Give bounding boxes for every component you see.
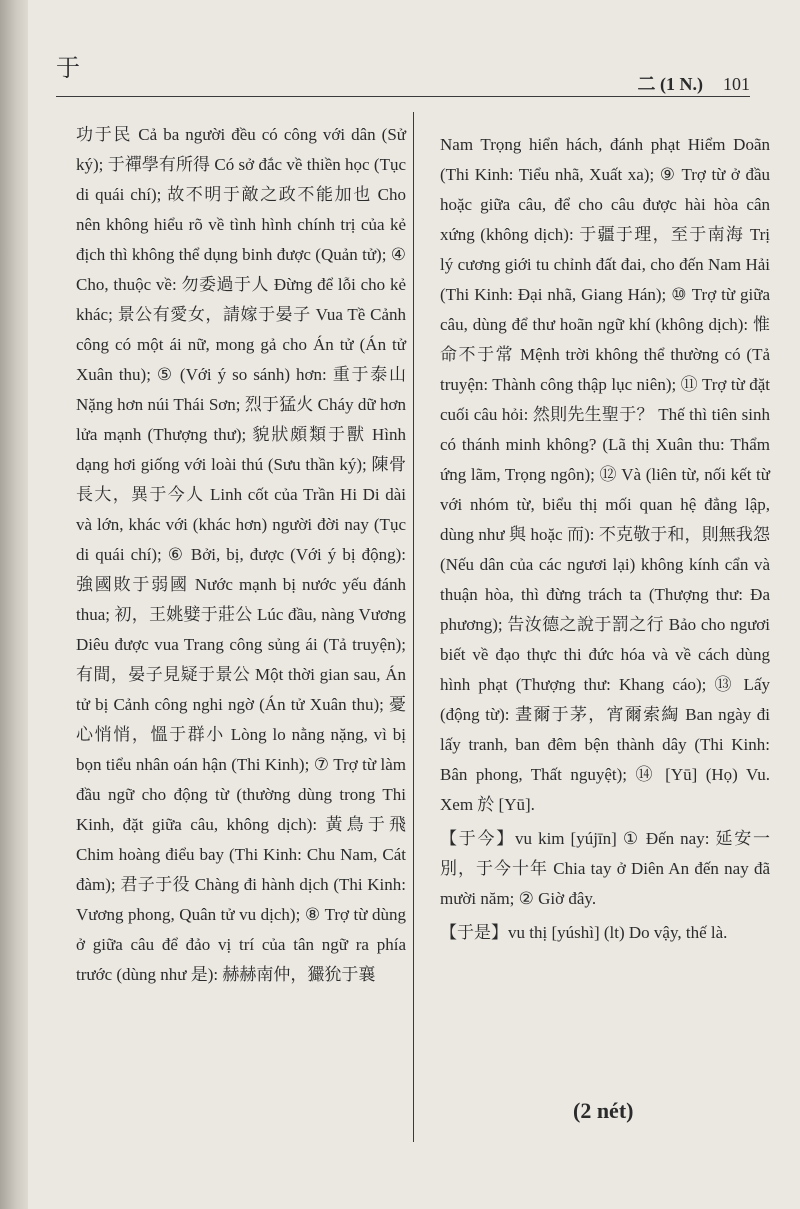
column-divider: [413, 112, 414, 1142]
page-number: 101: [723, 74, 750, 94]
header-rule: [56, 96, 750, 97]
right-column: [440, 130, 770, 948]
entry-vu-kim: 【于今】vu kim [yújīn] ① Đến nay: 延安一別，于今十年 Chia tay ở Diên An đến nay đã mười năm; ② Giờ đây.: [440, 829, 770, 908]
dictionary-page: [28, 0, 800, 1209]
header-head-character: 于: [56, 54, 80, 82]
entry-vu-thi: 【于是】vu thị [yúshì] (lt) Do vậy, thế là.: [440, 923, 728, 942]
book-binding-shadow: [0, 0, 28, 1209]
left-column-text: 功于民 Cả ba người đều có công với dân (Sử ký); 于禪學有所得 Có sở đắc về thiền học (Tục di quái chí); 故不明于敵之政不能加也 Cho nên không hiểu rõ về tình hình chính trị của kẻ địch thì không thể dụng binh được (Quản tử); ④ Cho, thuộc về: 勿委過于人 Đừng để lỗi cho kẻ khác; 景公有愛女，請嫁于晏子 Vua Tề Cảnh công có một ái nữ, mong gả cho Án tử (Án tử Xuân thu); ⑤ (Với ý so sánh) hơn: 重于泰山 Nặng hơn núi Thái Sơn; 烈于猛火 Cháy dữ hơn lửa mạnh (Thượng thư); 貌狀頗類于獸 Hình dạng hơi giống với loài thú (Sưu thần ký); 陳骨長大，異于今人 Linh cốt của Trần Hi Di dài và lớn, khác với (khác hơn) người đời nay (Tục di quái chí); ⑥ Bởi, bị, được (Với ý bị động): 強國敗于弱國 Nước mạnh bị nước yếu đánh thua; 初，王姚嬖于莊公 Lúc đầu, nàng Vương Diêu được vua Trang công sủng ái (Tả truyện); 有間，晏子見疑于景公 Một thời gian sau, Án tử bị Cảnh công nghi ngờ (Án tử Xuân thu); 憂心悄悄，慍于群小 Lòng lo nằng nặng, vì bị bọn tiểu nhân oán hận (Thi Kinh); ⑦ Trợ từ làm đầu ngữ cho động từ (thường dùng trong Thi Kinh, đặt giữa câu, không dịch): 黃鳥于飛 Chim hoàng điểu bay (Thi Kinh: Chu Nam, Cát đàm); 君子于役 Chàng đi hành dịch (Thi Kinh: Vương phong, Quân tử vu dịch); ⑧ Trợ từ dùng ở giữa câu để đảo vị trí của tân ngữ ra phía trước (dùng như 是): 赫赫南仲，玁狁于襄: [76, 125, 406, 984]
right-column-text: Nam Trọng hiển hách, đánh phạt Hiểm Doãn (Thi Kinh: Tiểu nhã, Xuất xa); ⑨ Trợ từ ở đầu hoặc giữa câu, để cho câu được hài hòa cân xứng (không dịch): 于疆于理，至于南海 Trị lý cương giới tu chỉnh đất đai, cho đến Nam Hải (Thi Kinh: Đại nhã, Giang Hán); ⑩ Trợ từ giữa câu, dùng để thư hoãn ngữ khí (không dịch): 惟命不于常 Mệnh trời không thể thường có (Tả truyện: Thành công thập lục niên); ⑪ Trợ từ đặt cuối câu hỏi: 然則先生聖于？ Thế thì tiên sinh có thánh minh không? (Lã thị Xuân thu: Thẩm ứng lãm, Trọng ngôn); ⑫ Và (liên từ, nối kết từ với nhóm từ, biểu thị mối quan hệ đẳng lập, dùng như 與 hoặc 而): 不克敬于和，則無我怨 (Nếu dân của các ngươi lại) không kính cẩn và thuận hòa, thì đừng trách ta (Thượng thư: Đa phương); 告汝德之說于罰之行 Bảo cho ngươi biết về đạo thực thi đức hóa và về cách dùng hình phạt (Thượng thư: Khang cáo); ⑬ Lấy (động từ): 晝爾于茅，宵爾索綯 Ban ngày đi lấy tranh, ban đêm bện thành dây (Thi Kinh: Bân phong, Thất nguyệt); ⑭ [Yū] (Họ) Vu. Xem 於 [Yū].: [440, 135, 770, 814]
header-right: [638, 70, 751, 96]
left-column: [76, 120, 406, 990]
header-radical-label: 二 (1 N.): [637, 74, 703, 94]
section-label: (2 nét): [573, 1098, 634, 1123]
